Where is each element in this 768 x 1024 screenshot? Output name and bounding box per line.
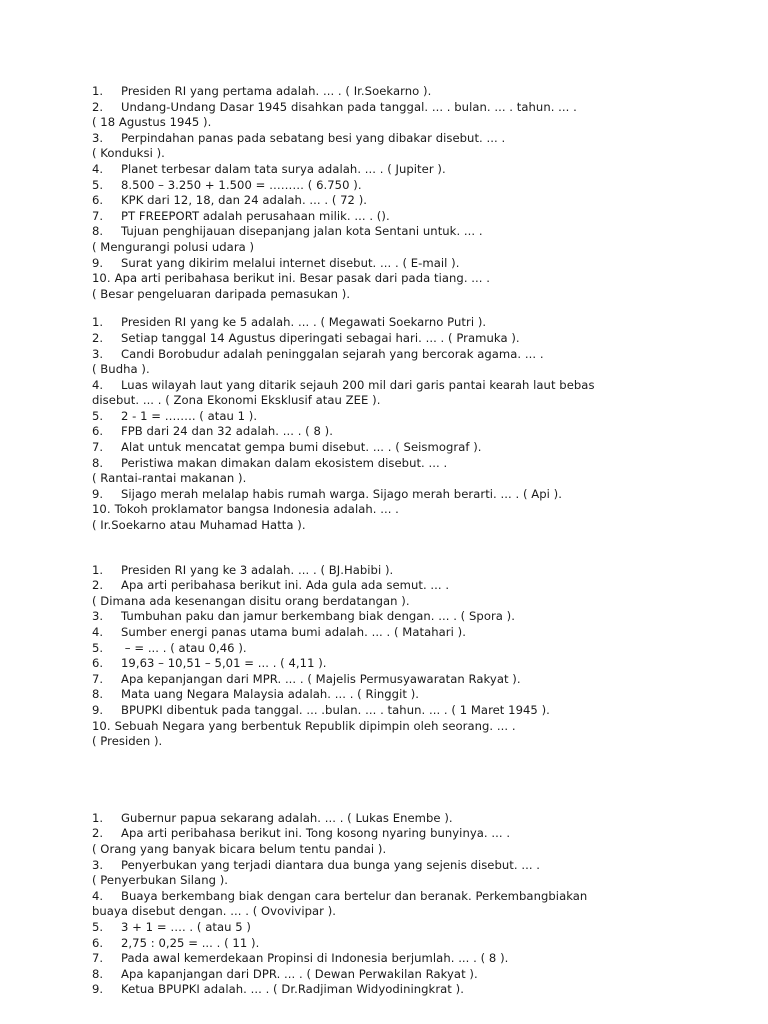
question-item xyxy=(92,703,704,719)
question-item xyxy=(92,224,704,255)
question-answer: ( 18 Agustus 1945 ). xyxy=(92,115,212,130)
question-number: 3. xyxy=(92,130,104,145)
question-item xyxy=(92,178,704,194)
question-text: Tokoh proklamator bangsa Indonesia adalah. ... . xyxy=(114,502,399,517)
question-number: 1. xyxy=(92,84,104,98)
question-item xyxy=(92,347,704,378)
question-item xyxy=(92,162,704,178)
question-item xyxy=(92,625,704,641)
question-number: 7. xyxy=(92,440,104,455)
question-number: 2. xyxy=(92,826,104,841)
question-number: 5. xyxy=(92,919,104,934)
question-number: 9. xyxy=(92,486,104,501)
question-item xyxy=(92,609,704,625)
question-item xyxy=(92,456,704,487)
question-text: Tumbuhan paku dan jamur berkembang biak dengan. ... . ( Spora ). xyxy=(121,609,515,624)
question-answer: ( Presiden ). xyxy=(92,734,163,749)
question-text: FPB dari 24 dan 32 adalah. ... . ( 8 ). xyxy=(121,424,333,439)
question-text: Mata uang Negara Malaysia adalah. ... . ( Ringgit ). xyxy=(121,687,419,702)
question-answer: ( Mengurangi polusi udara ) xyxy=(92,239,255,254)
question-number: 9. xyxy=(92,255,104,270)
question-item xyxy=(92,378,704,409)
question-item xyxy=(92,440,704,456)
question-item xyxy=(92,271,704,302)
question-section-1 xyxy=(92,84,704,302)
question-number: 1. xyxy=(92,562,104,577)
question-text: Alat untuk mencatat gempa bumi disebut. ... . ( Seismograf ). xyxy=(121,440,482,455)
question-item xyxy=(92,936,704,952)
question-number: 4. xyxy=(92,161,104,176)
question-number: 3. xyxy=(92,609,104,624)
question-number: 3. xyxy=(92,857,104,872)
question-answer: ( Rantai-rantai makanan ). xyxy=(92,471,247,486)
question-answer: ( Konduksi ). xyxy=(92,146,165,161)
question-text: Perpindahan panas pada sebatang besi yang dibakar disebut. ... . xyxy=(121,130,506,145)
question-text: Luas wilayah laut yang ditarik sejauh 200 mil dari garis pantai kearah laut bebas xyxy=(121,377,595,392)
question-number: 3. xyxy=(92,346,104,361)
question-item xyxy=(92,193,704,209)
question-answer: disebut. ... . ( Zona Ekonomi Eksklusif atau ZEE ). xyxy=(92,393,381,408)
question-number: 7. xyxy=(92,208,104,223)
question-answer: buaya disebut dengan. ... . ( Ovovivipar ). xyxy=(92,904,337,919)
question-text: Apa kepanjangan dari MPR. ... . ( Majelis Permusyawaratan Rakyat ). xyxy=(121,671,521,686)
question-item xyxy=(92,858,704,889)
question-answer: ( Ir.Soekarno atau Muhamad Hatta ). xyxy=(92,518,306,533)
question-section-2 xyxy=(92,315,704,533)
question-item xyxy=(92,826,704,857)
question-number: 4. xyxy=(92,888,104,903)
question-text: Sijago merah melalap habis rumah warga. Sijago merah berarti. ... . ( Api ). xyxy=(121,486,562,501)
question-text: Sumber energi panas utama bumi adalah. ... . ( Matahari ). xyxy=(121,625,466,639)
question-text: Planet terbesar dalam tata surya adalah. ... . ( Jupiter ). xyxy=(121,161,446,176)
question-text: Candi Borobudur adalah peninggalan sejarah yang bercorak agama. ... . xyxy=(121,346,544,361)
question-text: Buaya berkembang biak dengan cara bertelur dan beranak. Perkembangbiakan xyxy=(121,888,588,903)
question-number: 7. xyxy=(92,951,104,966)
document-body xyxy=(92,84,704,998)
question-number: 10. xyxy=(92,271,111,286)
question-item xyxy=(92,131,704,162)
question-text: 2,75 : 0,25 = ... . ( 11 ). xyxy=(121,935,260,950)
question-text: Peristiwa makan dimakan dalam ekosistem disebut. ... . xyxy=(121,455,448,470)
question-item xyxy=(92,656,704,672)
question-number: 2. xyxy=(92,330,104,345)
question-item xyxy=(92,578,704,609)
question-number: 9. xyxy=(92,702,104,717)
question-text: Apa arti peribahasa berikut ini. Ada gula ada semut. ... . xyxy=(121,578,450,593)
question-item xyxy=(92,256,704,272)
question-item xyxy=(92,409,704,425)
question-item xyxy=(92,84,704,100)
question-text: Surat yang dikirim melalui internet disebut. ... . ( E-mail ). xyxy=(121,255,460,270)
question-number: 9. xyxy=(92,982,104,997)
question-item xyxy=(92,424,704,440)
question-text: Sebuah Negara yang berbentuk Republik dipimpin oleh seorang. ... . xyxy=(114,718,516,733)
question-item xyxy=(92,209,704,225)
question-text: Presiden RI yang ke 3 adalah. ... . ( BJ.Habibi ). xyxy=(121,562,394,577)
question-number: 6. xyxy=(92,424,104,439)
question-text: Tujuan penghijauan disepanjang jalan kota Sentani untuk. ... . xyxy=(121,224,483,239)
question-number: 8. xyxy=(92,455,104,470)
question-item xyxy=(92,811,704,827)
question-answer: ( Budha ). xyxy=(92,362,150,377)
question-text: PT FREEPORT adalah perusahaan milik. ... . (). xyxy=(121,208,390,223)
question-text: 8.500 – 3.250 + 1.500 = ……… ( 6.750 ). xyxy=(121,177,362,192)
question-number: 1. xyxy=(92,810,104,825)
question-number: 8. xyxy=(92,966,104,981)
question-number: 5. xyxy=(92,640,104,655)
question-item xyxy=(92,563,704,579)
question-item xyxy=(92,502,704,533)
question-item xyxy=(92,641,704,657)
question-answer: ( Orang yang banyak bicara belum tentu pandai ). xyxy=(92,841,387,856)
question-item xyxy=(92,920,704,936)
question-text: 3 + 1 = …. . ( atau 5 ) xyxy=(121,919,251,934)
question-number: 6. xyxy=(92,193,104,208)
question-item xyxy=(92,889,704,920)
question-item xyxy=(92,331,704,347)
question-number: 2. xyxy=(92,578,104,593)
question-text: Presiden RI yang pertama adalah. ... . ( Ir.Soekarno ). xyxy=(121,84,432,98)
question-number: 8. xyxy=(92,224,104,239)
question-number: 7. xyxy=(92,671,104,686)
question-number: 6. xyxy=(92,935,104,950)
question-text: KPK dari 12, 18, dan 24 adalah. ... . ( 72 ). xyxy=(121,193,368,208)
question-number: 5. xyxy=(92,408,104,423)
question-number: 5. xyxy=(92,177,104,192)
question-number: 8. xyxy=(92,687,104,702)
question-number: 10. xyxy=(92,502,111,517)
question-number: 4. xyxy=(92,625,104,639)
question-item xyxy=(92,951,704,967)
question-text: 2 - 1 = …….. ( atau 1 ). xyxy=(121,408,258,423)
question-text: 19,63 – 10,51 – 5,01 = ... . ( 4,11 ). xyxy=(121,656,327,671)
question-text: Presiden RI yang ke 5 adalah. ... . ( Megawati Soekarno Putri ). xyxy=(121,315,487,330)
question-text: Undang-Undang Dasar 1945 disahkan pada tanggal. ... . bulan. ... . tahun. ... . xyxy=(121,99,577,114)
question-number: 1. xyxy=(92,315,104,330)
question-item xyxy=(92,100,704,131)
question-item xyxy=(92,315,704,331)
question-item xyxy=(92,487,704,503)
question-item xyxy=(92,672,704,688)
question-answer: ( Besar pengeluaran daripada pemasukan ). xyxy=(92,286,351,301)
question-text: – = ... . ( atau 0,46 ). xyxy=(121,640,247,655)
question-text: Setiap tanggal 14 Agustus diperingati sebagai hari. ... . ( Pramuka ). xyxy=(121,330,520,345)
question-answer: ( Penyerbukan Silang ). xyxy=(92,873,229,888)
question-text: Pada awal kemerdekaan Propinsi di Indonesia berjumlah. ... . ( 8 ). xyxy=(121,951,509,966)
question-number: 10. xyxy=(92,718,111,733)
question-number: 4. xyxy=(92,377,104,392)
question-text: Apa arti peribahasa berikut ini. Tong kosong nyaring bunyinya. ... . xyxy=(121,826,511,841)
question-text: Gubernur papua sekarang adalah. ... . ( Lukas Enembe ). xyxy=(121,810,453,825)
question-text: BPUPKI dibentuk pada tanggal. ... .bulan. ... . tahun. ... . ( 1 Maret 1945 ). xyxy=(121,702,550,717)
question-text: Ketua BPUPKI adalah. ... . ( Dr.Radjiman Widyodiningkrat ). xyxy=(121,982,464,997)
question-number: 2. xyxy=(92,99,104,114)
question-answer: ( Dimana ada kesenangan disitu orang berdatangan ). xyxy=(92,593,410,608)
question-section-3 xyxy=(92,563,704,750)
question-item xyxy=(92,967,704,983)
question-item xyxy=(92,982,704,998)
question-text: Penyerbukan yang terjadi diantara dua bunga yang sejenis disebut. ... . xyxy=(121,857,541,872)
question-text: Apa kapanjangan dari DPR. ... . ( Dewan Perwakilan Rakyat ). xyxy=(121,966,478,981)
question-item xyxy=(92,687,704,703)
question-text: Apa arti peribahasa berikut ini. Besar pasak dari pada tiang. ... . xyxy=(114,271,490,286)
question-section-4 xyxy=(92,811,704,998)
question-number: 6. xyxy=(92,656,104,671)
question-item xyxy=(92,719,704,750)
